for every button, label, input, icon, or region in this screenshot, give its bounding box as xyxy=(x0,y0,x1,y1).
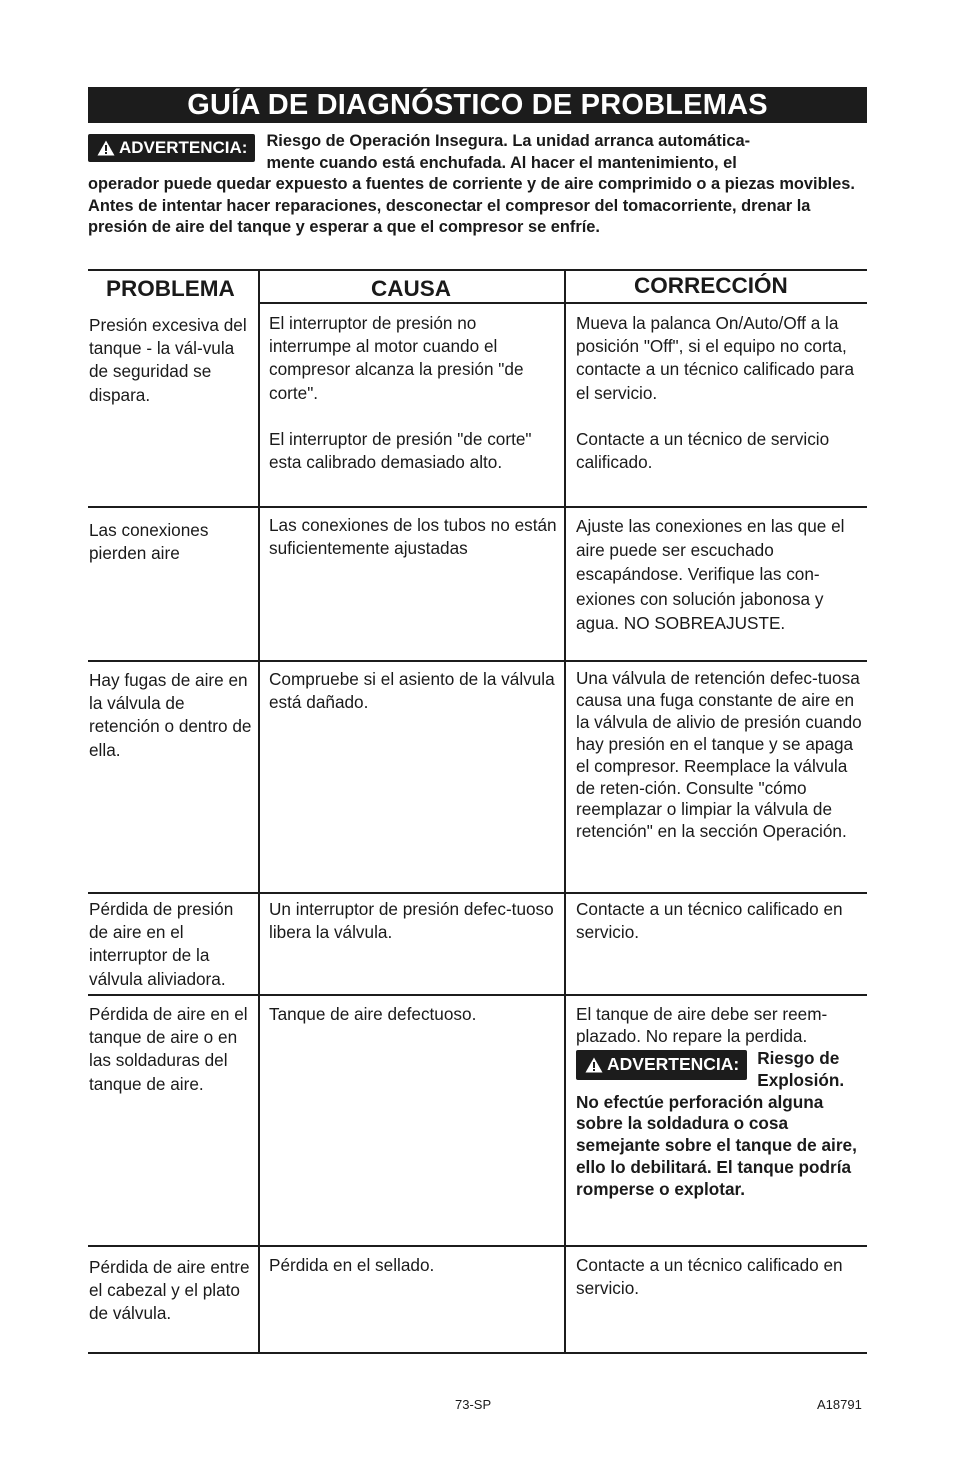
row-3-correccion: Una válvula de retención defec-tuosa causa una fuga constante de aire en la válvula de alivio de presión cuando hay presión en el tanque y se apaga el compresor. Reemplace la válvula de reten-ción. Consulte "cómo reemplazar o limpiar la válvula de retención" en la sección Operación. xyxy=(576,668,862,842)
row-5-warning-head: Riesgo de Explosión. xyxy=(757,1048,845,1090)
header-problema: PROBLEMA xyxy=(106,276,235,301)
advertencia-badge xyxy=(88,134,255,162)
row-1-causa xyxy=(269,312,561,474)
row-2-causa: Las conexiones de los tubos no están suficientemente ajustadas xyxy=(269,515,557,559)
row-1-problema: Presión excesiva del tanque - la vál-vula de seguridad se dispara. xyxy=(89,315,247,405)
row-6-causa: Pérdida en el sellado. xyxy=(269,1255,435,1275)
row-5-problema: Pérdida de aire en el tanque de aire o en las soldaduras del tanque de aire. xyxy=(89,1004,248,1094)
row-5-correccion-text: El tanque de aire debe ser reem-plazado. No repare la perdida. xyxy=(576,1004,828,1046)
row-divider xyxy=(88,994,867,996)
row-1-correccion xyxy=(576,312,867,474)
row-4-causa: Un interruptor de presión defec-tuoso libera la válvula. xyxy=(269,899,554,943)
page-title: GUÍA DE DIAGNÓSTICO DE PROBLEMAS xyxy=(88,87,867,123)
row-divider xyxy=(88,1245,867,1247)
warning-triangle-icon xyxy=(585,1057,603,1073)
column-divider-2 xyxy=(564,269,566,1354)
row-3-causa: Compruebe si el asiento de la válvula está dañado. xyxy=(269,669,555,713)
document-code: A18791 xyxy=(817,1397,862,1412)
row-6-correccion: Contacte a un técnico calificado en servicio. xyxy=(576,1255,843,1299)
row-divider xyxy=(88,506,867,508)
row-5-correccion xyxy=(576,1003,867,1201)
row-5-warning-text: No efectúe perforación alguna sobre la soldadura o cosa semejante sobre el tanque de aire, ello lo debilitará. El tanque podría romperse o explotar. xyxy=(576,1091,857,1199)
warning-line-1: Riesgo de Operación Insegura. La unidad arranca automática- xyxy=(266,132,751,150)
advertencia-label: ADVERTENCIA: xyxy=(119,138,248,158)
header-causa: CAUSA xyxy=(371,276,452,301)
table-top-rule xyxy=(88,269,867,271)
row-3-problema: Hay fugas de aire en la válvula de retención o dentro de ella. xyxy=(89,670,252,760)
page-number: 73-SP xyxy=(455,1397,492,1412)
header-bottom-rule xyxy=(258,302,867,304)
row-6-problema: Pérdida de aire entre el cabezal y el plato de válvula. xyxy=(89,1257,250,1324)
row-4-correccion: Contacte a un técnico calificado en servicio. xyxy=(576,899,843,943)
row-2-problema: Las conexiones pierden aire xyxy=(89,520,209,564)
warning-line-2: mente cuando está enchufada. Al hacer el mantenimiento, el xyxy=(266,153,737,172)
header-correccion: CORRECCIÓN xyxy=(634,273,788,298)
row-divider xyxy=(88,892,867,894)
row-1-correccion-2: Contacte a un técnico de servicio calificado. xyxy=(576,428,830,473)
row-5-warning xyxy=(576,1048,867,1201)
row-2-correccion: Ajuste las conexiones en las que el aire puede ser escuchado escapándose. Verifique las con-exiones con solución jabonosa y agua. NO SOBREAJUSTE. xyxy=(576,516,845,633)
warning-rest: operador puede quedar expuesto a fuentes de corriente y de aire comprimido o a piezas movibles. Antes de intentar hacer reparaciones, desconectar el compresor del tomacorriente, drenar la presión de aire del tanque y esperar a que el compresor se enfríe. xyxy=(88,175,855,237)
advertencia-label: ADVERTENCIA: xyxy=(607,1054,740,1075)
row-1-causa-1: El interruptor de presión no interrumpe al motor cuando el compresor alcanza la presión "de corte". xyxy=(269,313,524,403)
warning-triangle-icon xyxy=(97,140,115,156)
column-divider-1 xyxy=(258,269,260,1354)
row-5-causa: Tanque de aire defectuoso. xyxy=(269,1004,477,1024)
table-bottom-rule xyxy=(88,1352,867,1354)
row-1-correccion-1: Mueva la palanca On/Auto/Off a la posición "Off", si el equipo no corta, contacte a un técnico calificado para el servicio. xyxy=(576,313,855,403)
safety-warning xyxy=(88,131,866,239)
row-4-problema: Pérdida de presión de aire en el interruptor de la válvula aliviadora. xyxy=(89,899,234,989)
row-1-causa-2: El interruptor de presión "de corte" esta calibrado demasiado alto. xyxy=(269,428,532,473)
row-divider xyxy=(88,660,867,662)
advertencia-badge xyxy=(576,1050,747,1080)
